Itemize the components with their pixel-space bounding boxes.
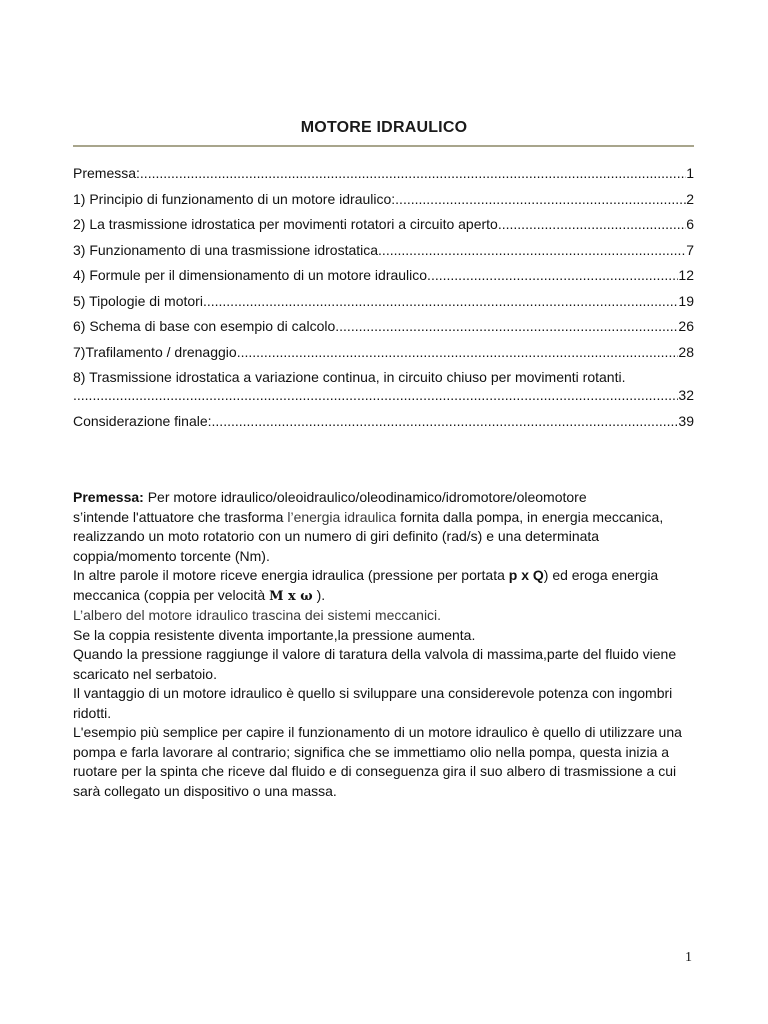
toc-entry-label: 7)Trafilamento / drenaggio (73, 343, 237, 360)
toc-entry-8 (73, 368, 694, 404)
toc-entry-page: 7 (686, 241, 694, 258)
toc-dot-leader (378, 241, 686, 259)
premessa-heading: Premessa: (73, 489, 144, 505)
text-span: fornita dalla pompa, in energia meccanica, realizzando un moto rotatorio con un numero di giri definito (rad/s) e una determinata coppia/momento torcente (Nm). (73, 508, 664, 564)
toc-entry-1 (73, 190, 694, 208)
toc-entry-7 (73, 343, 694, 361)
toc-entry-considerazione (73, 412, 694, 430)
paragraph-energy (73, 566, 698, 606)
toc-entry-page: 12 (678, 267, 694, 283)
text-span: ). (312, 586, 326, 603)
toc-entry-label: 5) Tipologie di motori (73, 292, 203, 309)
toc-dot-leader (335, 317, 678, 335)
document-title: MOTORE IDRAULICO (300, 119, 468, 136)
toc-entry-6 (73, 317, 694, 335)
toc-entry-page: 19 (678, 292, 694, 309)
toc-entry-page: 28 (678, 343, 694, 360)
toc-entry-5 (73, 292, 694, 310)
premessa-section (73, 488, 698, 801)
toc-entry-label: 6) Schema di base con esempio di calcolo (73, 318, 336, 334)
toc-entry-page: 39 (678, 412, 694, 429)
formula-m-omega: M x ω (269, 588, 313, 604)
toc-dot-leader (212, 412, 679, 430)
toc-dot-leader (237, 343, 679, 361)
text-span: Per motore idraulico/oleoidraulico/oleodinamico/idromotore/oleomotore (143, 489, 587, 505)
text-span: s’intende l'attuatore che trasforma (73, 508, 288, 525)
toc-entry-2 (73, 215, 694, 233)
text-span: ) ed eroga energia meccanica (coppia per velocità (73, 567, 659, 603)
toc-dot-leader (395, 190, 686, 208)
toc-entry-label: 3) Funzionamento di una trasmissione idrostatica (73, 241, 379, 258)
toc-entry-label: 1) Principio di funzionamento di un motore idraulico: (73, 190, 396, 207)
toc-entry-label: 4) Formule per il dimensionamento di un motore idraulico. (73, 267, 431, 283)
toc-entry-page: 1 (686, 165, 694, 181)
toc-entry-label: Premessa: (73, 165, 140, 181)
text-span: In altre parole il motore riceve energia idraulica (pressione per portata (73, 567, 509, 583)
toc-entry-continuation (73, 386, 694, 404)
paragraph-intro (73, 488, 698, 566)
toc-dot-leader (140, 164, 686, 182)
toc-entry-3 (73, 241, 694, 259)
paragraph-torque: Se la coppia resistente diventa importante,la pressione aumenta. (73, 626, 476, 643)
title-divider (73, 145, 694, 147)
toc-entry-page: 26 (678, 318, 694, 334)
toc-entry-page: 2 (686, 190, 694, 207)
toc-dot-leader (73, 386, 678, 404)
toc-entry-4 (73, 266, 694, 284)
paragraph-example: L'esempio più semplice per capire il funzionamento di un motore idraulico è quello di utilizzare una pompa e farla lavorare al contrario; significa che se immettiamo olio nella pompa, questa inizia a ruotare per la spinta che riceve dal fluido e di conseguenza gira il suo albero di trasmissione a cui sarà collegato un dispositivo o una massa. (73, 724, 682, 799)
table-of-contents (73, 164, 694, 437)
toc-dot-leader (502, 215, 686, 233)
page-number: 1 (685, 950, 692, 965)
toc-entry-label: 8) Trasmissione idrostatica a variazione continua, in circuito chiuso per movimenti rotanti. (73, 369, 626, 385)
toc-dot-leader (203, 292, 678, 310)
formula-pq: p x Q (508, 567, 544, 583)
paragraph-advantage: Il vantaggio di un motore idraulico è quello si sviluppare una considerevole potenza con ingombri ridotti. (73, 685, 673, 721)
toc-dot-leader (431, 266, 678, 284)
toc-entry-premessa (73, 164, 694, 182)
toc-entry-page: 6 (686, 216, 694, 232)
paragraph-shaft: L’albero del motore idraulico trascina dei sistemi meccanici. (73, 607, 442, 623)
text-span: l’energia idraulica (287, 508, 397, 525)
paragraph-valve: Quando la pressione raggiunge il valore di taratura della valvola di massima,parte del fluido viene scaricato nel serbatoio. (73, 646, 677, 682)
toc-entry-label: 2) La trasmissione idrostatica per movimenti rotatori a circuito aperto. (73, 216, 502, 232)
toc-entry-page: 32 (678, 387, 694, 403)
toc-entry-label: Considerazione finale: (73, 412, 212, 429)
